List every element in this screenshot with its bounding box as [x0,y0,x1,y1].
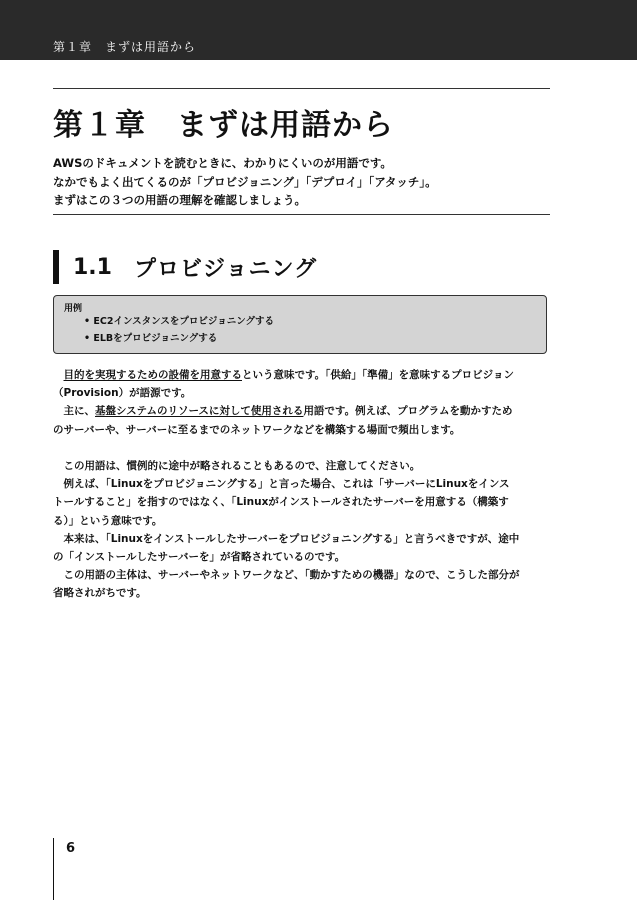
example-item: • ELBをプロビジョニングする [84,330,274,347]
section-number: 1.1 [73,254,112,280]
body-fragment: 主に、 [63,405,95,418]
footer-rule [53,838,54,900]
body-fragment: 用語です。例えば、プログラムを動かすため [303,405,513,418]
chapter-intro [53,154,550,210]
page-number: 6 [66,841,76,856]
intro-line: まずはこの３つの用語の理解を確認しましょう。 [53,193,306,207]
example-item: • EC2インスタンスをプロビジョニングする [84,313,274,330]
body-line: トールすること」を指すのではなく、「Linuxがインストールされたサーバーを用意する（構築す [53,496,509,509]
body-line [53,566,550,584]
body-fragment: この用語の主体は、サーバーやネットワークなど、「動かすための機器」なので、こうした部分が [63,569,520,582]
underlined-phrase: 基盤システムのリソースに対して使用される [95,405,304,418]
example-label: 用例 [64,304,83,314]
running-title: 第１章 まずは用語から [53,40,197,54]
body-line: のサーバーや、サーバーに至るまでのネットワークなどを構築する場面で頻出します。 [53,423,461,436]
body-line: る）」という意味です。 [53,514,163,527]
chapter-top-rule [53,88,550,89]
body-text [53,366,550,602]
body-line: の「インストールしたサーバーを」が省略されているのです。 [53,550,346,563]
section-heading [53,250,317,284]
section-title: プロビジョニング [133,256,318,282]
body-fragment: 本来は、「Linuxをインストールしたサーバーをプロビジョニングする」と言うべきですが、途中 [63,532,520,545]
underlined-phrase: 目的を実現するための設備を用意する [63,369,242,381]
section-marker-bar [53,250,59,284]
body-fragment: この用語は、慣例的に途中が略されることもあるので、注意してください。 [63,459,421,472]
intro-line: なかでもよく出てくるのが「プロビジョニング」「デプロイ」「アタッチ」。 [53,174,437,189]
intro-bottom-rule [53,214,550,215]
example-list [84,313,274,347]
intro-line: AWSのドキュメントを読むときに、わかりにくいのが用語です。 [53,156,392,170]
body-fragment: という意味です。「供給」「準備」を意味するプロビジョン [242,369,514,381]
body-line [53,457,550,475]
body-line [53,402,550,420]
body-line [53,475,550,493]
body-fragment: 例えば、「Linuxをプロビジョニングする」と言った場合、これは「サーバーにLinuxをインス [63,478,510,491]
body-line [53,366,550,384]
example-box [53,295,547,354]
body-line [53,530,550,548]
paragraph-gap [53,439,550,457]
running-header [0,0,637,60]
body-line: （Provision）が語源です。 [53,387,192,400]
body-line: 省略されがちです。 [53,587,147,600]
chapter-title: 第１章 まずは用語から [53,108,394,143]
